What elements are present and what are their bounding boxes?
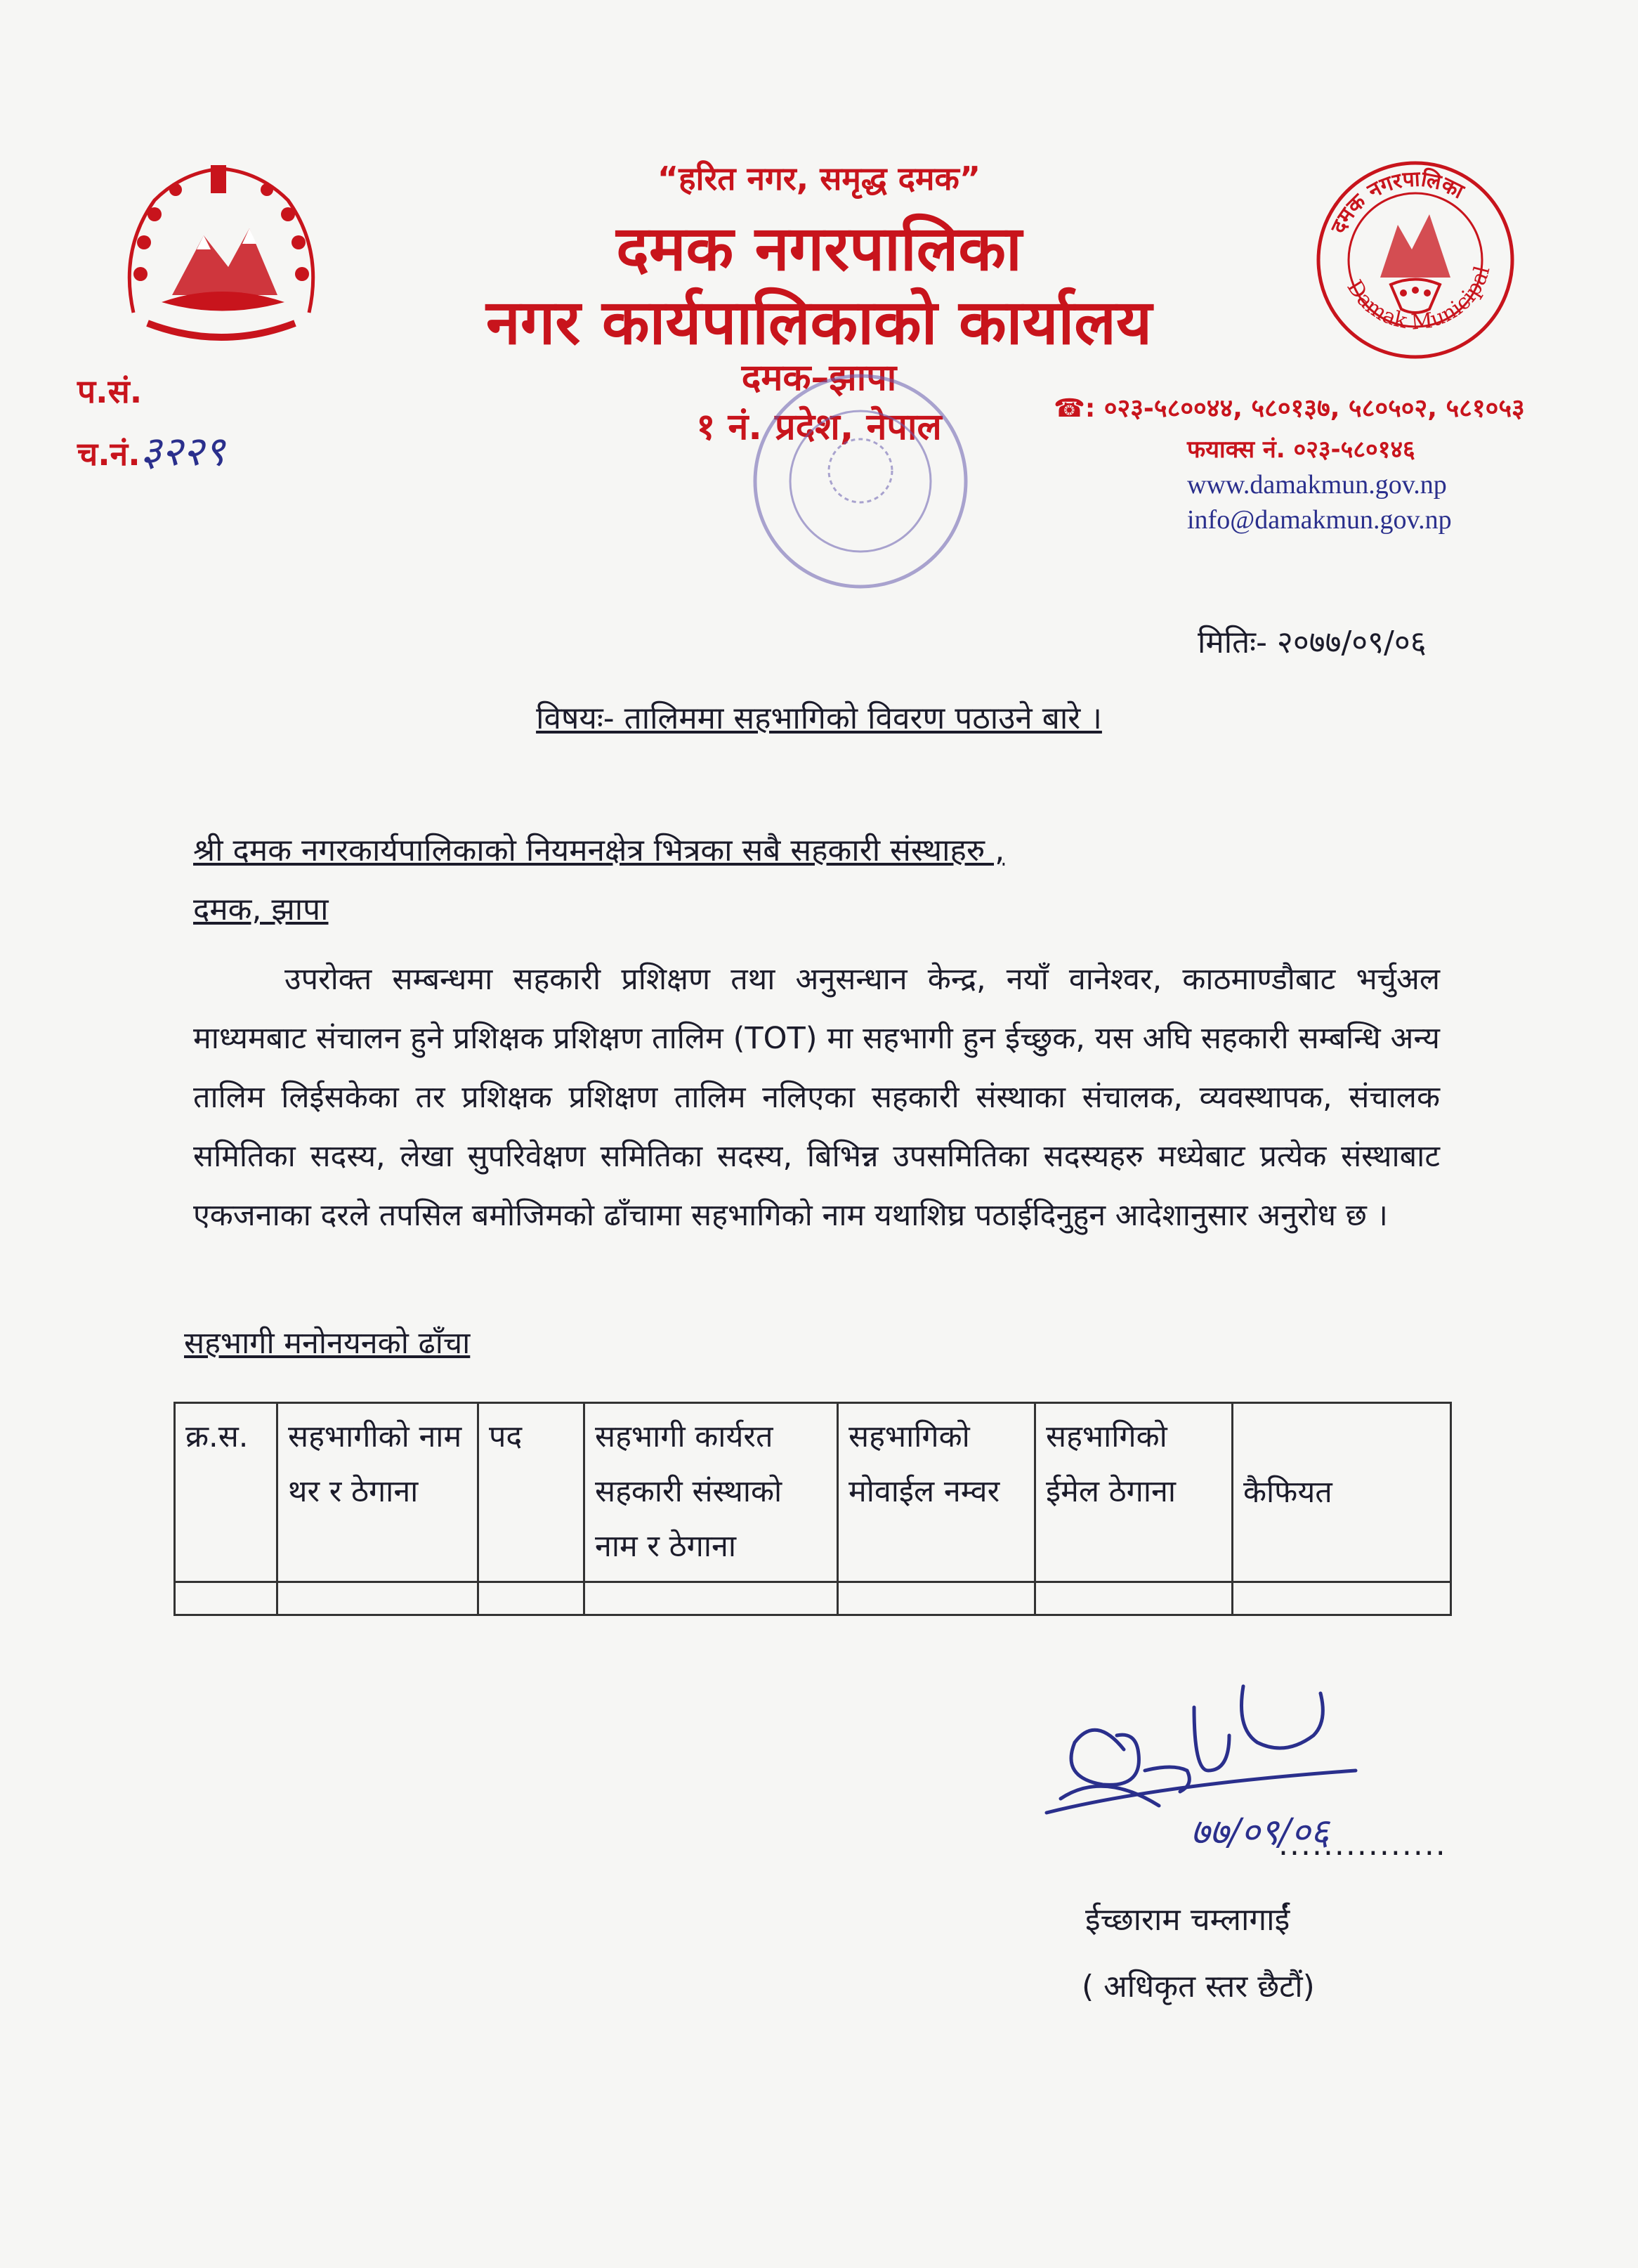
fax-number: फयाक्स नं. ०२३-५८०१४६ (1187, 436, 1415, 464)
address-line-2: १ नं. प्रदेश, नेपाल (696, 406, 942, 448)
table-cell[interactable] (277, 1582, 478, 1615)
col-participant-name: सहभागीको नाम थर र ठेगाना (277, 1403, 478, 1582)
col-remarks: कैफियत (1233, 1403, 1451, 1582)
website: www.damakmun.gov.np (1187, 470, 1447, 500)
slogan: “हरित नगर, समृद्ध दमक” (657, 159, 981, 197)
col-serial: क्र.स. (175, 1403, 277, 1582)
signatory-name: ईच्छाराम चम्लागाईं (1085, 1902, 1290, 1938)
table-header-row (175, 1403, 1451, 1582)
svg-text:Damak Municipality: Damak Municipal (1342, 263, 1495, 335)
letter-date: मितिः- २०७७/०९/०६ (1198, 625, 1427, 660)
col-email: सहभागिको ईमेल ठेगाना (1035, 1403, 1233, 1582)
table-row (175, 1582, 1451, 1615)
form-title: सहभागी मनोनयनको ढाँचा (184, 1326, 471, 1361)
office-title: नगर कार्यपालिकाको कार्यालय (486, 286, 1152, 358)
table-cell[interactable] (175, 1582, 277, 1615)
col-post: पद (478, 1403, 584, 1582)
dispatch-number-value: ३२२९ (140, 427, 225, 475)
table-cell[interactable] (584, 1582, 838, 1615)
table-cell[interactable] (1233, 1582, 1451, 1615)
phone-numbers: ☎: ०२३-५८००४४, ५८०१३७, ५८०५०२, ५८१०५३ (1054, 394, 1525, 423)
email-address: info@damakmun.gov.np (1187, 505, 1452, 535)
signature-date: ७७/०९/०६ (1191, 1811, 1330, 1848)
address-line-1: दमक–झापा (741, 357, 897, 399)
addressee-line-2: दमक, झापा (193, 892, 329, 927)
dispatch-number-label: च.नं. (77, 435, 140, 473)
office-stamp (730, 365, 990, 604)
col-mobile: सहभागिको मोवाईल नम्वर (838, 1403, 1035, 1582)
table-cell[interactable] (1035, 1582, 1233, 1615)
subject-line: विषयः- तालिममा सहभागिको विवरण पठाउने बारे । (536, 700, 1102, 736)
signature-line: ............... (1278, 1827, 1447, 1863)
signatory-designation: ( अधिकृत स्तर छैटौं) (1082, 1969, 1315, 2005)
nomination-form-table (173, 1402, 1452, 1616)
letter-number-label: प.सं. (77, 372, 143, 410)
col-organization: सहभागी कार्यरत सहकारी संस्थाको नाम र ठेगाना (584, 1403, 838, 1582)
table-cell[interactable] (838, 1582, 1035, 1615)
signature (1018, 1665, 1412, 1848)
svg-text:दमक नगरपालिका: दमक नगरपालिका (1326, 167, 1468, 237)
body-paragraph: उपरोक्त सम्बन्धमा सहकारी प्रशिक्षण तथा अनुसन्धान केन्द्र, नयाँ वानेश्वर, काठमाण्डौबाट भर्चुअल माध्यमबाट संचालन हुने प्रशिक्षक प्रशिक्षण तालिम (TOT) मा सहभागी हुन ईच्छुक, यस अघि सहकारी सम्बन्धि अन्य तालिम लिईसकेका तर प्रशिक्षक प्रशिक्षण तालिम नलिएका सहकारी संस्थाका संचालक, व्यवस्थापक, संचालक समितिका सदस्य, लेखा सुपरिवेक्षण समितिका सदस्य, बिभिन्न उपसमितिका सदस्यहरु मध्येबाट प्रत्येक संस्थाबाट एकजनाका दरले तपसिल बमोजिमको ढाँचामा सहभागिको नाम यथाशिघ्र पठाईदिनुहुन आदेशानुसार अनुरोध छ । (193, 962, 1440, 1233)
dispatch-number (77, 422, 225, 477)
table-cell[interactable] (478, 1582, 584, 1615)
office-name: दमक नगरपालिका (616, 212, 1022, 285)
addressee-line-1: श्री दमक नगरकार्यपालिकाको नियमनक्षेत्र भित्रका सबै सहकारी संस्थाहरु , (193, 833, 1005, 868)
